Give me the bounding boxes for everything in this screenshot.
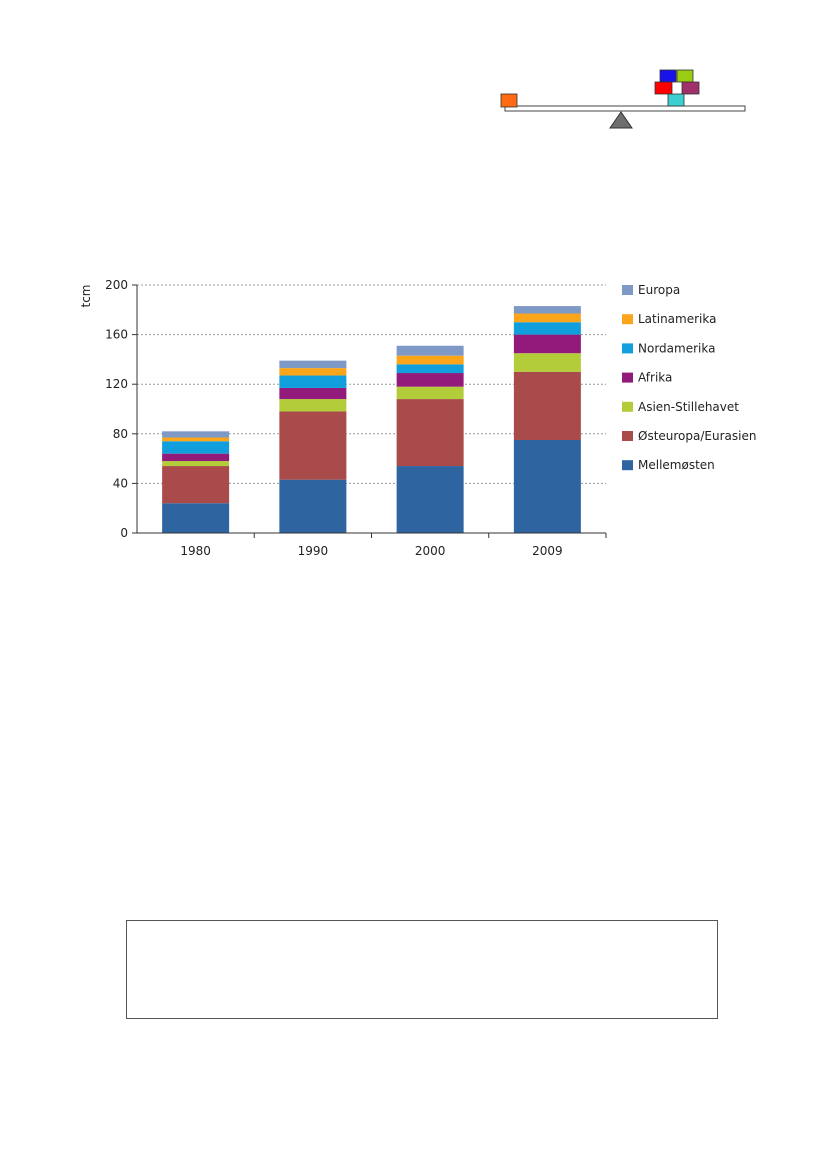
- bar-segment: [279, 411, 346, 479]
- legend-swatch: [622, 343, 633, 353]
- y-tick-label: 80: [112, 426, 128, 441]
- bar-segment: [279, 388, 346, 399]
- balance-scale-logo: [497, 66, 747, 132]
- bar-segment: [162, 454, 229, 461]
- logo-block-cyan: [668, 94, 684, 106]
- bar-segment: [514, 335, 581, 354]
- y-axis-title: tcm: [79, 284, 93, 308]
- x-tick-label: 2000: [414, 544, 446, 558]
- logo-block-red: [655, 82, 672, 94]
- bar-segment: [514, 372, 581, 440]
- y-tick-label: 40: [112, 476, 128, 491]
- legend-label: Asien-Stillehavet: [638, 399, 739, 414]
- x-tick-label: 2009: [532, 544, 563, 558]
- legend-swatch: [622, 460, 633, 470]
- bar-segment: [397, 356, 464, 365]
- bar-segment: [397, 364, 464, 373]
- bar-segment: [514, 306, 581, 313]
- legend-swatch: [622, 373, 633, 383]
- bar-segment: [162, 503, 229, 533]
- bar-segment: [514, 353, 581, 372]
- bar-segment: [162, 438, 229, 442]
- legend-label: Latinamerika: [638, 312, 717, 327]
- empty-text-box: [126, 920, 718, 1019]
- bar-segment: [397, 466, 464, 533]
- x-tick-label: 1980: [180, 544, 211, 558]
- bar-segment: [397, 387, 464, 399]
- bar-segment: [397, 373, 464, 387]
- bar-segment: [397, 346, 464, 356]
- bar-segment: [279, 361, 346, 368]
- legend-swatch: [622, 285, 633, 295]
- bar-segment: [514, 314, 581, 323]
- y-tick-label: 200: [105, 278, 128, 292]
- bar-segment: [514, 322, 581, 334]
- bar-segment: [162, 441, 229, 453]
- legend-label: Mellemøsten: [638, 458, 715, 473]
- bars: [162, 306, 581, 533]
- legend-label: Afrika: [638, 370, 673, 385]
- bar-segment: [162, 461, 229, 466]
- scale-fulcrum: [610, 112, 632, 128]
- bar-segment: [279, 376, 346, 388]
- legend: [622, 283, 756, 472]
- bar-segment: [162, 466, 229, 503]
- x-tick-label: 1990: [297, 544, 329, 558]
- legend-swatch: [622, 431, 633, 441]
- legend-swatch: [622, 314, 633, 324]
- legend-label: Østeuropa/Eurasien: [638, 429, 757, 443]
- logo-block-orange: [501, 94, 517, 107]
- logo-block-purple: [682, 82, 699, 94]
- bar-segment: [279, 480, 346, 533]
- bar-segment: [279, 368, 346, 375]
- logo-block-blue: [660, 70, 676, 82]
- bar-segment: [397, 399, 464, 466]
- y-tick-label: 0: [120, 526, 128, 540]
- legend-label: Europa: [638, 283, 681, 297]
- y-tick-label: 120: [105, 377, 128, 392]
- stacked-bar-chart: [70, 270, 770, 570]
- y-tick-label: 160: [105, 327, 128, 342]
- bar-segment: [514, 440, 581, 533]
- bar-segment: [279, 399, 346, 411]
- legend-swatch: [622, 402, 633, 412]
- legend-label: Nordamerika: [638, 341, 716, 356]
- scale-beam: [505, 106, 745, 111]
- logo-block-green: [677, 70, 693, 82]
- bar-segment: [162, 431, 229, 437]
